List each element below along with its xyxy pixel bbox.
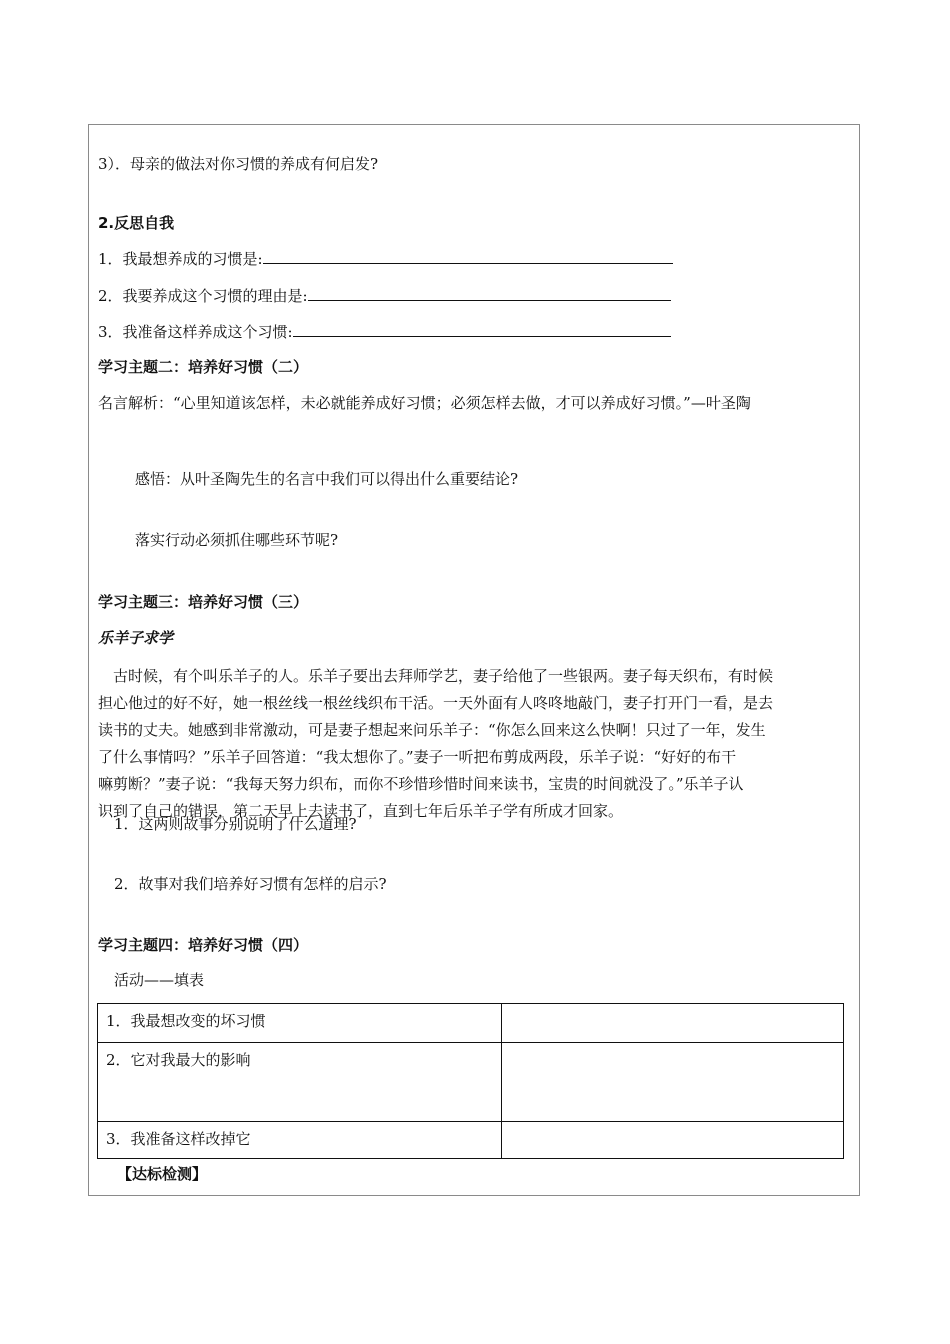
- assessment-heading: 【达标检测】: [117, 1165, 208, 1183]
- habit-table: [97, 1003, 844, 1159]
- row-answer-cell[interactable]: [502, 1004, 844, 1043]
- answer-blank-1[interactable]: [263, 249, 673, 264]
- table-row: [98, 1122, 844, 1159]
- reflect-line-1: [98, 249, 673, 269]
- table-row: [98, 1043, 844, 1122]
- story-line: 了什么事情吗？”乐羊子回答道：“我太想你了。”妻子一听把布剪成两段，乐羊子说：“好好的布干: [98, 748, 737, 766]
- row-answer-cell[interactable]: [502, 1122, 844, 1159]
- story-line: 古时候，有个叫乐羊子的人。乐羊子要出去拜师学艺，妻子给他了一些银两。妻子每天织布，有时候: [113, 667, 774, 685]
- row-label: 1．我最想改变的坏习惯: [98, 1004, 502, 1043]
- theme-2-title: 学习主题二：培养好习惯（二）: [98, 358, 309, 376]
- theme-2-question-2: 落实行动必须抓住哪些环节呢?: [135, 531, 339, 549]
- answer-blank-3[interactable]: [293, 322, 671, 337]
- reflect-label-1: 1．我最想养成的习惯是:: [98, 250, 263, 268]
- table-row: [98, 1004, 844, 1043]
- answer-blank-2[interactable]: [308, 286, 671, 301]
- reflect-label-3: 3．我准备这样养成这个习惯:: [98, 323, 293, 341]
- row-answer-cell[interactable]: [502, 1043, 844, 1122]
- reflect-label-2: 2．我要养成这个习惯的理由是:: [98, 287, 308, 305]
- theme-3-title: 学习主题三：培养好习惯（三）: [98, 593, 309, 611]
- story-paragraph: [98, 663, 854, 825]
- story-line: 读书的丈夫。她感到非常激动，可是妻子想起来问乐羊子：“你怎么回来这么快啊！只过了一年，发生: [98, 721, 766, 739]
- theme-4-title: 学习主题四：培养好习惯（四）: [98, 936, 309, 954]
- row-label: 2．它对我最大的影响: [98, 1043, 502, 1122]
- story-line: 担心他过的好不好，她一根丝线一根丝线织布干活。一天外面有人咚咚地敲门，妻子打开门一看，是去: [98, 694, 774, 712]
- theme-3-question-2: 2．故事对我们培养好习惯有怎样的启示?: [114, 875, 387, 893]
- story-line: 识到了自己的错误，第二天早上去读书了，直到七年后乐羊子学有所成才回家。: [98, 802, 624, 820]
- theme-3-question-1: 1．这两则故事分别说明了什么道理?: [114, 815, 357, 833]
- reflect-line-3: [98, 322, 671, 342]
- section-2-title: 2.反思自我: [98, 214, 175, 232]
- question-3: 3）．母亲的做法对你习惯的养成有何启发?: [98, 155, 379, 173]
- quote-analysis: 名言解析：“心里知道该怎样，未必就能养成好习惯；必须怎样去做，才可以养成好习惯。”—叶圣陶: [98, 394, 751, 412]
- reflect-line-2: [98, 286, 671, 306]
- story-title: 乐羊子求学: [98, 629, 174, 647]
- theme-2-question-1: 感悟：从叶圣陶先生的名言中我们可以得出什么重要结论?: [135, 470, 519, 488]
- activity-label: 活动——填表: [114, 971, 205, 989]
- story-line: 嘛剪断？”妻子说：“我每天努力织布，而你不珍惜珍惜时间来读书，宝贵的时间就没了。”乐羊子认: [98, 775, 744, 793]
- row-label: 3．我准备这样改掉它: [98, 1122, 502, 1159]
